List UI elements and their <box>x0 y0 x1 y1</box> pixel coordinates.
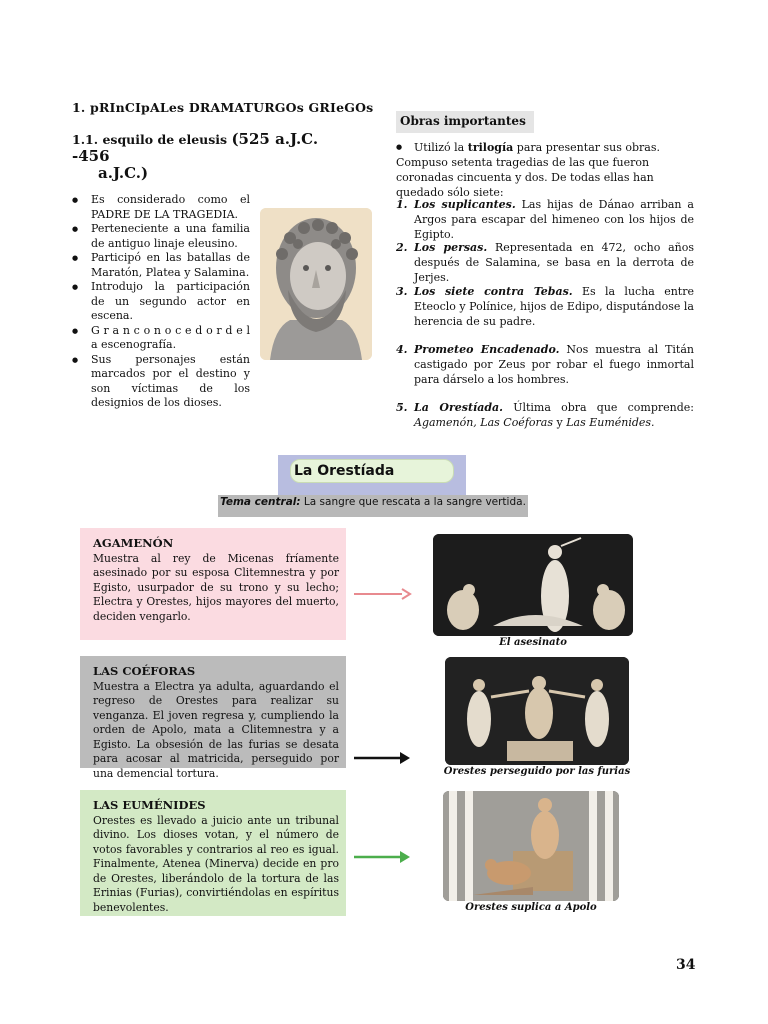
subsection-heading <box>72 131 342 182</box>
tema-label: Tema central: <box>220 496 301 508</box>
list-item: ● Perteneciente a una familia de antiguo linaje eleusino. <box>72 222 250 251</box>
box-text: Muestra al rey de Micenas fríamente asesinado por su esposa Clitemnestra y por Egisto, usurpador de su trono y su lecho; Electra y Orestes, hijos mayores del muerto, deciden vengarlo. <box>93 551 339 623</box>
section-heading: 1. pRInCIpALes DRAMATURGOs GRIeGOs <box>72 100 374 115</box>
agamenon-box <box>80 528 346 640</box>
item-title: Prometeo Encadenado. <box>414 343 560 356</box>
item-number: 5. <box>396 401 408 414</box>
item-number: 2. <box>396 241 408 254</box>
box-text: Muestra a Electra ya adulta, aguardando el regreso de Orestes para realizar su venganza. El joven regresa y, cumpliendo la orden de Apolo, mata a Clitemnestra y a Egisto. La obsesión de las furias se desata para acosar al matricida, perseguido por una demencial tortura. <box>93 679 339 780</box>
aeschylus-facts-list <box>72 193 250 411</box>
obras-title: Obras importantes <box>396 111 534 133</box>
list-item: ● Participó en las batallas de Maratón, Platea y Salamina. <box>72 251 250 280</box>
tema-central <box>218 495 528 517</box>
list-item: ● Sus personajes están marcados por el destino y son víctimas de los designios de los dioses. <box>72 353 250 411</box>
asesinato-image <box>433 534 633 636</box>
item-number: 4. <box>396 343 408 356</box>
coeforas-box <box>80 656 346 780</box>
list-item: ● G r a n c o n o c e d o r d e l a escenografía. <box>72 324 250 353</box>
item-title: Los siete contra Tebas. <box>414 285 573 298</box>
item-text: Representada en 472, ocho años después de Salamina, se basa en la derrota de Jerjes. <box>414 241 694 284</box>
tema-text: La sangre que rescata a la sangre vertida. <box>300 496 526 508</box>
box-title: LAS COÉFORAS <box>93 664 196 678</box>
obras-intro <box>396 140 694 200</box>
intro-text: Utilizó la <box>414 141 468 154</box>
box-title: LAS EUMÉNIDES <box>93 798 206 812</box>
arrow-right-icon <box>352 586 412 602</box>
orestiada-title: La Orestíada <box>290 459 454 483</box>
subsection-dates-a: (525 a.J.C. -456 <box>72 130 319 165</box>
page-number: 34 <box>676 957 696 973</box>
subsection-label: 1.1. esquilo de eleusis <box>72 132 228 147</box>
aeschylus-bust-image <box>260 208 372 360</box>
list-item: ● Es considerado como el PADRE DE LA TRAGEDIA. <box>72 193 250 222</box>
intro-bold: trilogía <box>467 141 514 154</box>
item-text: Las hijas de Dánao arriban a Argos para escapar del himeneo con los hijos de Egipto. <box>414 198 694 241</box>
list-item <box>396 342 694 387</box>
caption-asesinato: El asesinato <box>499 637 567 648</box>
item-text: Es la lucha entre Eteoclo y Polínice, hijos de Edipo, disputándose la herencia de su padre. <box>414 285 694 328</box>
obras-intro-paragraph: Compuso setenta tragedias de las que fueron coronadas cincuenta y dos. De todas ellas han quedado sólo siete: <box>396 156 654 199</box>
item-text: Nos muestra al Titán castigado por Zeus por robar el fuego inmortal para dárselo a los hombres. <box>414 343 694 386</box>
eumenides-box <box>80 790 346 916</box>
list-item <box>396 197 694 242</box>
item-text: Última obra que comprende: <box>503 401 694 414</box>
arrow-right-icon <box>352 849 412 865</box>
obras-intro-bullet <box>396 140 694 155</box>
item-italic: Agamenón, Las Coéforas <box>414 416 553 429</box>
item-title: Los suplicantes. <box>414 198 516 211</box>
item-text-join: y <box>552 416 567 429</box>
orestes-suplica-image <box>443 791 619 901</box>
subsection-dates-b: a.J.C.) <box>98 164 149 182</box>
box-text: Orestes es llevado a juicio ante un tribunal divino. Los dioses votan, y el número de votos favorables y contrarios al reo es igual. Finalmente, Atenea (Minerva) decide en pro de Orestes, liberándolo de la tortura de las Erinias (Furias), convirtiéndolas en espíritus benevolentes. <box>93 813 339 914</box>
item-title: Los persas. <box>414 241 488 254</box>
caption-orestes-suplica: Orestes suplica a Apolo <box>465 902 597 913</box>
list-item: ● Introdujo la participación de un segundo actor en escena. <box>72 280 250 324</box>
item-italic-end: Las Euménides. <box>566 416 655 429</box>
list-item <box>396 240 694 285</box>
item-title: La Orestíada. <box>414 401 503 414</box>
box-title: AGAMENÓN <box>93 536 174 550</box>
caption-orestes-perseguido: Orestes perseguido por las furias <box>443 766 631 777</box>
intro-text-post: para presentar sus obras. <box>513 141 660 154</box>
list-item <box>396 400 694 430</box>
orestes-perseguido-image <box>445 657 629 765</box>
list-item <box>396 284 694 329</box>
item-number: 1. <box>396 198 408 211</box>
arrow-right-icon <box>352 750 412 766</box>
item-number: 3. <box>396 285 408 298</box>
